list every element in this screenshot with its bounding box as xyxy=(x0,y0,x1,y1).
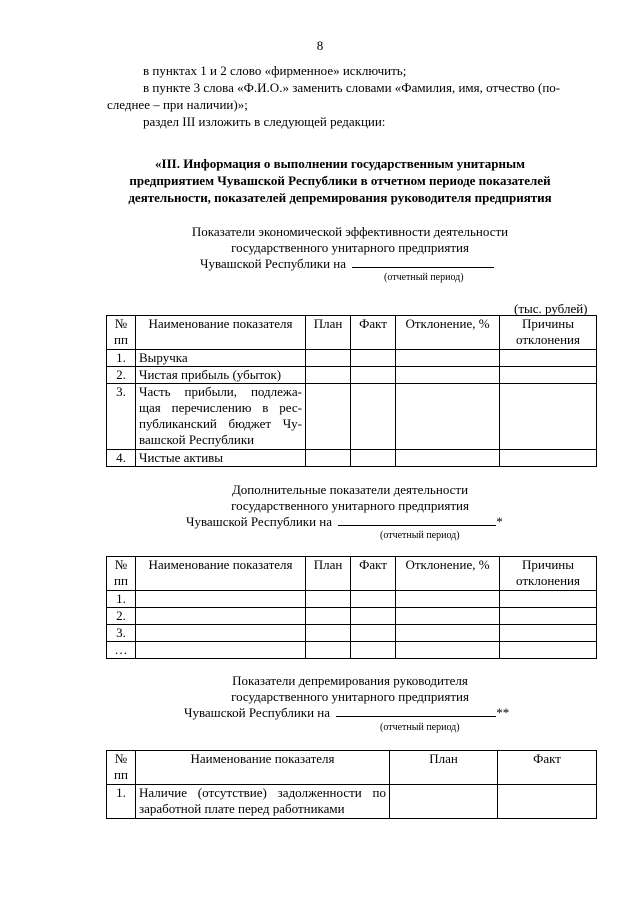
cell-reasons xyxy=(500,450,597,467)
intro-line-2b: следнее – при наличии)»; xyxy=(107,97,248,112)
cell-fact xyxy=(351,350,396,367)
cell-plan xyxy=(390,785,498,819)
block3-period-note: (отчетный период) xyxy=(380,722,460,733)
row-name: Чистая прибыль (убыток) xyxy=(136,367,306,384)
col-plan-header: План xyxy=(390,751,498,785)
cell-fact xyxy=(351,642,396,659)
footnote-mark: * xyxy=(496,514,503,529)
block1-title-3 xyxy=(200,255,494,272)
cell-plan xyxy=(306,384,351,450)
block2-title-1: Дополнительные показатели деятельности xyxy=(231,482,469,497)
block2-title-3-text: Чувашской Республики на xyxy=(186,514,333,529)
cell-reasons xyxy=(500,367,597,384)
table-row xyxy=(107,367,597,384)
col-deviation-header: Отклонение, % xyxy=(396,557,500,591)
col-deviation-header: Отклонение, % xyxy=(396,316,500,350)
section-title-3: деятельности, показателей депремирования руководителя предприятия xyxy=(128,190,552,205)
period-blank-line xyxy=(338,513,496,526)
block1-unit: (тыс. рублей) xyxy=(514,301,588,316)
col-fact-header: Факт xyxy=(498,751,597,785)
footnote-mark: ** xyxy=(496,705,510,720)
block3-title-3-text: Чувашской Республики на xyxy=(184,705,331,720)
table-row xyxy=(107,384,597,450)
table-header-row xyxy=(107,316,597,350)
block1-title-1: Показатели экономической эффективности деятельности xyxy=(191,224,509,239)
cell-plan xyxy=(306,642,351,659)
section-title-2: предприятием Чувашской Республики в отчетном периоде показателей xyxy=(129,173,551,188)
row-num: 2. xyxy=(107,367,136,384)
col-num-header: № пп xyxy=(107,557,136,591)
row-num: 3. xyxy=(107,384,136,450)
table-row xyxy=(107,608,597,625)
table-row xyxy=(107,642,597,659)
row-num: 1. xyxy=(107,785,136,819)
col-plan-header: План xyxy=(306,557,351,591)
period-blank-line xyxy=(352,255,494,268)
col-num-header: № пп xyxy=(107,751,136,785)
cell-fact xyxy=(351,608,396,625)
row-name: Чистые активы xyxy=(136,450,306,467)
table-additional-indicators xyxy=(106,556,597,659)
row-name: Часть прибыли, подлежа-щая перечислению в рес-публиканский бюджет Чу-вашской Республики xyxy=(136,384,306,450)
col-name-header: Наименование показателя xyxy=(136,751,390,785)
cell-reasons xyxy=(500,642,597,659)
cell-plan xyxy=(306,591,351,608)
row-num: 1. xyxy=(107,350,136,367)
col-name-header: Наименование показателя xyxy=(136,557,306,591)
cell-fact xyxy=(351,367,396,384)
row-num: 3. xyxy=(107,625,136,642)
cell-deviation xyxy=(396,384,500,450)
table-header-row xyxy=(107,751,597,785)
block2-title-3 xyxy=(186,513,503,530)
row-num: … xyxy=(107,642,136,659)
block1-title-3-text: Чувашской Республики на xyxy=(200,256,347,271)
row-name: Наличие (отсутствие) задолженности по заработной плате перед работниками xyxy=(136,785,390,819)
cell-deviation xyxy=(396,608,500,625)
block3-title-3 xyxy=(184,704,509,721)
cell-deviation xyxy=(396,625,500,642)
cell-plan xyxy=(306,367,351,384)
col-plan-header: План xyxy=(306,316,351,350)
cell-reasons xyxy=(500,608,597,625)
row-num: 2. xyxy=(107,608,136,625)
block3-title-2: государственного унитарного предприятия xyxy=(231,689,469,704)
cell-fact xyxy=(351,450,396,467)
block2-period-note: (отчетный период) xyxy=(380,530,460,541)
cell-deviation xyxy=(396,350,500,367)
row-name xyxy=(136,642,306,659)
section-title-1: «III. Информация о выполнении государственным унитарным xyxy=(155,156,525,171)
cell-plan xyxy=(306,625,351,642)
cell-deviation xyxy=(396,591,500,608)
table-row xyxy=(107,350,597,367)
row-name: Выручка xyxy=(136,350,306,367)
cell-fact xyxy=(351,591,396,608)
cell-fact xyxy=(351,384,396,450)
block1-period-note: (отчетный период) xyxy=(384,272,464,283)
cell-reasons xyxy=(500,591,597,608)
cell-fact xyxy=(351,625,396,642)
table-row xyxy=(107,625,597,642)
col-fact-header: Факт xyxy=(351,557,396,591)
block2-title-2: государственного унитарного предприятия xyxy=(231,498,469,513)
intro-line-2a: в пункте 3 слова «Ф.И.О.» заменить словами «Фамилия, имя, отчество (по- xyxy=(143,80,561,95)
cell-deviation xyxy=(396,367,500,384)
col-fact-header: Факт xyxy=(351,316,396,350)
table-economic-efficiency xyxy=(106,315,597,467)
cell-deviation xyxy=(396,642,500,659)
table-row xyxy=(107,785,597,819)
cell-fact xyxy=(498,785,597,819)
cell-plan xyxy=(306,350,351,367)
table-row xyxy=(107,450,597,467)
row-name xyxy=(136,608,306,625)
page-number: 8 xyxy=(316,38,324,53)
cell-deviation xyxy=(396,450,500,467)
intro-line-1: в пунктах 1 и 2 слово «фирменное» исключить; xyxy=(143,63,407,78)
row-name xyxy=(136,625,306,642)
cell-plan xyxy=(306,608,351,625)
block3-title-1: Показатели депремирования руководителя xyxy=(232,673,468,688)
intro-line-3: раздел III изложить в следующей редакции: xyxy=(143,114,386,129)
table-row xyxy=(107,591,597,608)
row-num: 1. xyxy=(107,591,136,608)
block1-title-2: государственного унитарного предприятия xyxy=(231,240,469,255)
cell-plan xyxy=(306,450,351,467)
row-num: 4. xyxy=(107,450,136,467)
cell-reasons xyxy=(500,625,597,642)
table-depremiation-indicators xyxy=(106,750,597,819)
col-num-header: № пп xyxy=(107,316,136,350)
row-name xyxy=(136,591,306,608)
col-reasons-header: Причины отклонения xyxy=(500,557,597,591)
table-header-row xyxy=(107,557,597,591)
period-blank-line xyxy=(336,704,496,717)
col-reasons-header: Причины отклонения xyxy=(500,316,597,350)
cell-reasons xyxy=(500,384,597,450)
col-name-header: Наименование показателя xyxy=(136,316,306,350)
cell-reasons xyxy=(500,350,597,367)
